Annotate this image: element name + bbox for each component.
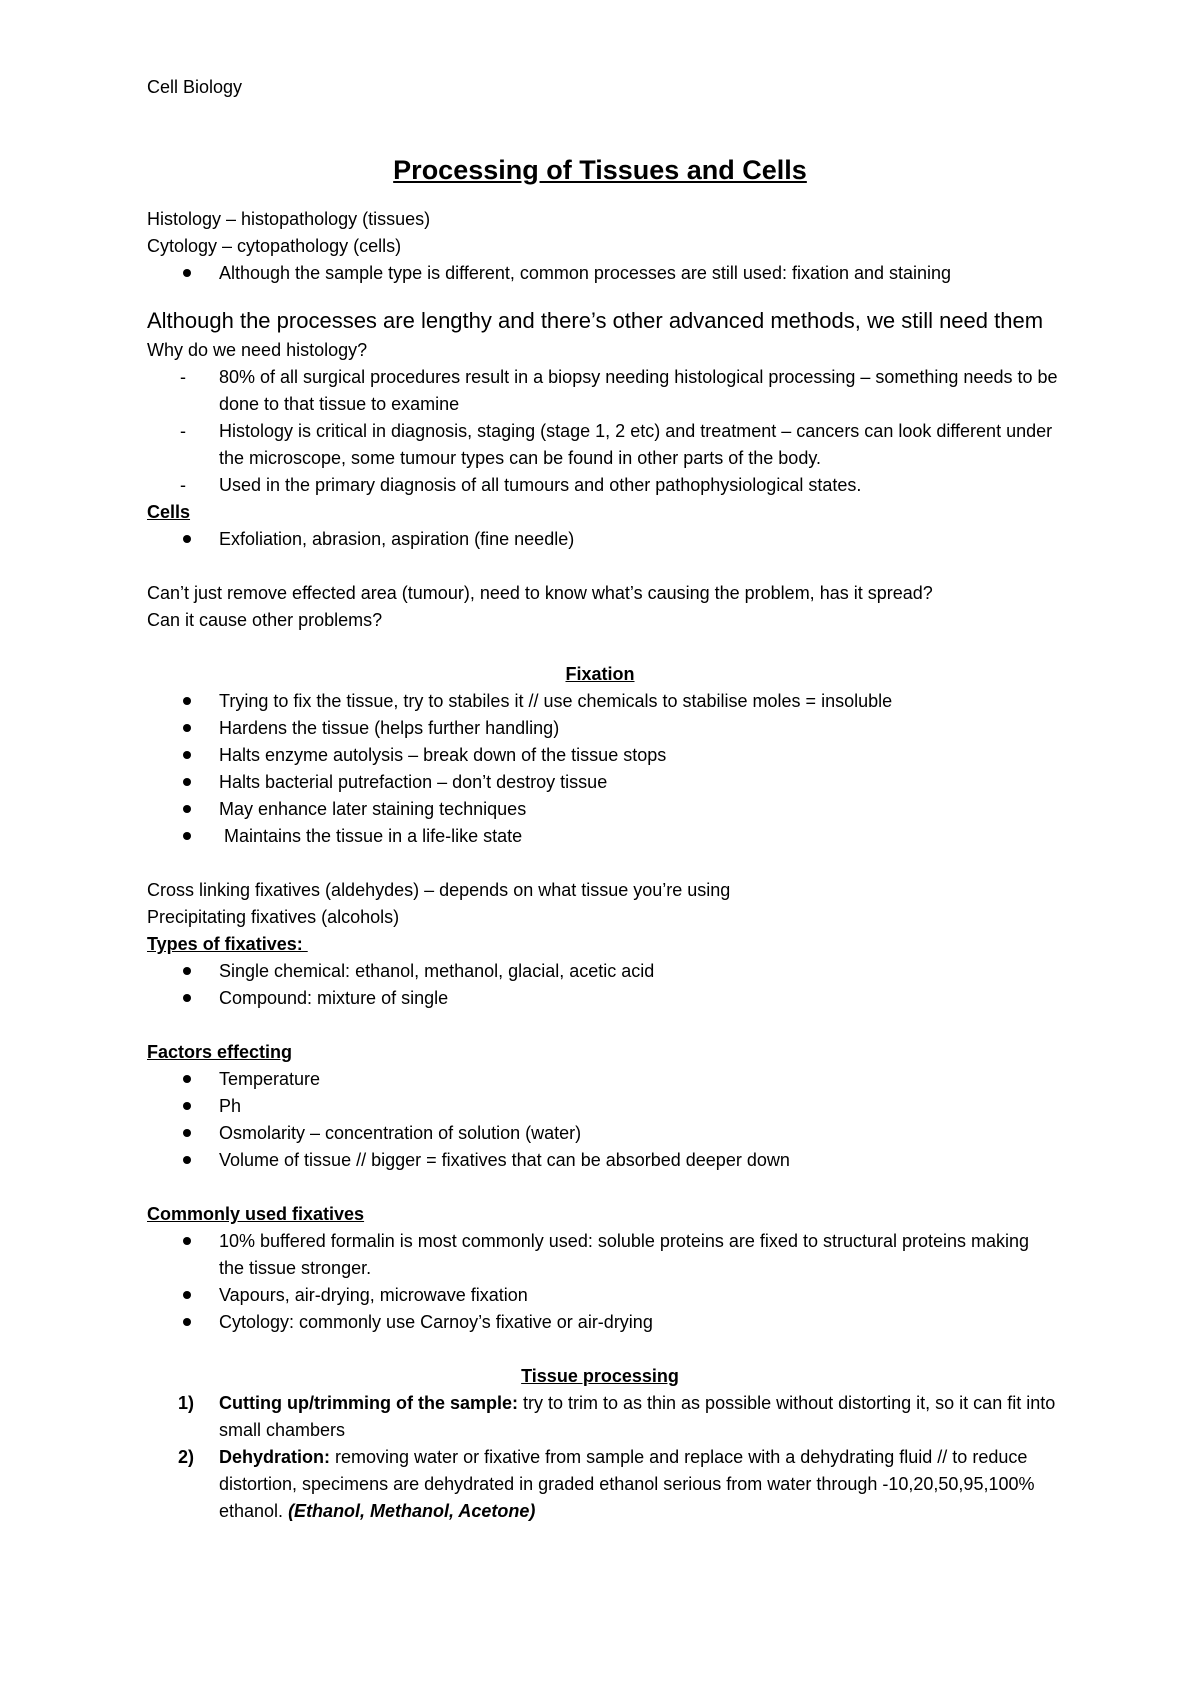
fixation-bullet-1: Trying to fix the tissue, try to stabiles it // use chemicals to stabilise moles = insoluble (219, 691, 893, 711)
factor-item-1: Temperature (219, 1069, 321, 1089)
step-2-solvents: (Ethanol, Methanol, Acetone) (288, 1501, 536, 1521)
intro-cytology: Cytology – cytopathology (cells) (147, 236, 402, 256)
reason-item-3: Used in the primary diagnosis of all tumours and other pathophysiological states. (219, 475, 862, 495)
cells-bullet: Exfoliation, abrasion, aspiration (fine needle) (219, 529, 575, 549)
common-fixatives-heading: Commonly used fixatives (147, 1204, 365, 1224)
intro-histology: Histology – histopathology (tissues) (147, 209, 431, 229)
note-line-2: Can it cause other problems? (147, 610, 383, 630)
note-line-1: Can’t just remove effected area (tumour), need to know what’s causing the problem, has it spread? (147, 583, 933, 603)
section-heading: Although the processes are lengthy and there’s other advanced methods, we still need them (147, 308, 1044, 333)
step-2-label: Dehydration: (219, 1447, 331, 1467)
precipitating-line: Precipitating fixatives (alcohols) (147, 907, 400, 927)
fixation-bullet-4: Halts bacterial putrefaction – don’t destroy tissue (219, 772, 608, 792)
page-title: Processing of Tissues and Cells (393, 155, 807, 185)
types-heading: Types of fixatives: (147, 934, 308, 954)
type-item-1: Single chemical: ethanol, methanol, glacial, acetic acid (219, 961, 655, 981)
fixation-bullet-2: Hardens the tissue (helps further handling) (219, 718, 560, 738)
factor-item-4: Volume of tissue // bigger = fixatives that can be absorbed deeper down (219, 1150, 790, 1170)
common-item-1: 10% buffered formalin is most commonly used: soluble proteins are fixed to structural proteins making the tissue stronger. (219, 1231, 1030, 1278)
running-header: Cell Biology (147, 77, 243, 97)
fixation-bullet-3: Halts enzyme autolysis – break down of the tissue stops (219, 745, 667, 765)
step-1 (219, 1390, 1059, 1444)
step-1-label: Cutting up/trimming of the sample: (219, 1393, 518, 1413)
step-2 (219, 1444, 1059, 1525)
dash-marker: - (180, 367, 186, 387)
step-2-text: removing water or fixative from sample and replace with a dehydrating fluid // to reduce distortion, specimens are dehydrated in graded ethanol serious from water through -10,20,50,95,100% ethanol. (219, 1447, 1035, 1521)
fixation-heading: Fixation (565, 664, 635, 684)
fixation-bullet-6: Maintains the tissue in a life-like state (219, 826, 523, 846)
type-item-2: Compound: mixture of single (219, 988, 449, 1008)
intro-bullet: Although the sample type is different, common processes are still used: fixation and staining (219, 263, 952, 283)
fixation-bullet-5: May enhance later staining techniques (219, 799, 527, 819)
factor-item-2: Ph (219, 1096, 242, 1116)
factors-heading: Factors effecting (147, 1042, 293, 1062)
dash-marker: - (180, 421, 186, 441)
dash-marker: - (180, 475, 186, 495)
step-1-text: try to trim to as thin as possible without distorting it, so it can fit into small chambers (219, 1393, 1056, 1440)
cells-heading: Cells (147, 502, 191, 522)
cross-linking-line: Cross linking fixatives (aldehydes) – depends on what tissue you’re using (147, 880, 731, 900)
reason-item-2: Histology is critical in diagnosis, staging (stage 1, 2 etc) and treatment – cancers can look different under the microscope, some tumour types can be found in other parts of the body. (219, 421, 1053, 468)
common-item-3: Cytology: commonly use Carnoy’s fixative or air-drying (219, 1312, 653, 1332)
reason-item-1: 80% of all surgical procedures result in a biopsy needing histological processing – something needs to be done to that tissue to examine (219, 367, 1058, 414)
factor-item-3: Osmolarity – concentration of solution (water) (219, 1123, 582, 1143)
tissue-processing-heading: Tissue processing (521, 1366, 679, 1386)
why-histology-question: Why do we need histology? (147, 340, 368, 360)
step-number-1: 1) (178, 1393, 195, 1413)
common-item-2: Vapours, air-drying, microwave fixation (219, 1285, 528, 1305)
step-number-2: 2) (178, 1447, 195, 1467)
